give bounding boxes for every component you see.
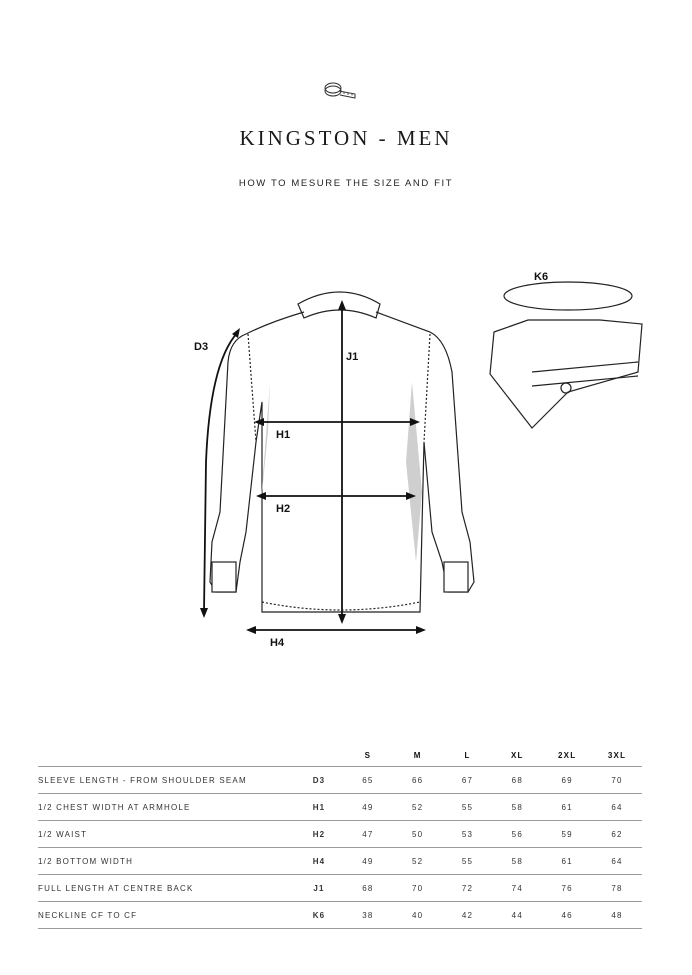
measure-value: 62 — [592, 821, 642, 848]
measure-value: 61 — [542, 848, 592, 875]
measure-value: 38 — [343, 902, 393, 929]
size-header-row — [38, 744, 642, 767]
page-subtitle: HOW TO MESURE THE SIZE AND FIT — [238, 178, 454, 189]
measure-value: 53 — [443, 821, 493, 848]
measure-value: 49 — [343, 794, 393, 821]
measure-value: 55 — [443, 794, 493, 821]
size-header: XL — [511, 750, 524, 760]
table-row — [38, 794, 642, 821]
table-row — [38, 848, 642, 875]
measuring-tape-icon — [321, 80, 361, 100]
measure-label: NECKLINE CF TO CF — [38, 902, 295, 929]
measure-value: 76 — [542, 875, 592, 902]
measure-value: 74 — [492, 875, 542, 902]
measure-value: 56 — [492, 821, 542, 848]
table-row — [38, 821, 642, 848]
measure-value: 58 — [492, 794, 542, 821]
label-h4: H4 — [270, 637, 285, 649]
measure-label: SLEEVE LENGTH - FROM SHOULDER SEAM — [38, 767, 295, 794]
measure-code: D3 — [295, 767, 343, 794]
size-header: S — [364, 750, 372, 760]
label-k6: K6 — [534, 271, 549, 283]
table-row — [38, 767, 642, 794]
measure-value: 68 — [343, 875, 393, 902]
measure-label: FULL LENGTH AT CENTRE BACK — [38, 875, 295, 902]
measure-value: 40 — [393, 902, 443, 929]
size-table — [38, 744, 642, 929]
measure-code: H2 — [295, 821, 343, 848]
header-code-blank — [295, 744, 343, 767]
table-row — [38, 875, 642, 902]
page-title: KINGSTON - MEN — [239, 126, 453, 150]
measure-code: K6 — [295, 902, 343, 929]
measure-value: 48 — [592, 902, 642, 929]
label-h2: H2 — [276, 503, 291, 515]
measure-label: 1/2 WAIST — [38, 821, 295, 848]
measure-value: 68 — [492, 767, 542, 794]
size-header: 2XL — [558, 750, 577, 760]
measure-label: 1/2 CHEST WIDTH AT ARMHOLE — [38, 794, 295, 821]
measure-code: H1 — [295, 794, 343, 821]
measure-value: 66 — [393, 767, 443, 794]
shirt-measurement-illustration — [180, 262, 660, 652]
measure-value: 55 — [443, 848, 493, 875]
measure-value: 65 — [343, 767, 393, 794]
measure-code: J1 — [295, 875, 343, 902]
measure-value: 64 — [592, 848, 642, 875]
label-j1: J1 — [346, 351, 359, 363]
measure-value: 70 — [592, 767, 642, 794]
size-header: M — [413, 750, 422, 760]
measure-value: 44 — [492, 902, 542, 929]
measure-value: 64 — [592, 794, 642, 821]
header-blank — [38, 744, 295, 767]
measure-value: 58 — [492, 848, 542, 875]
measure-value: 67 — [443, 767, 493, 794]
table-row — [38, 902, 642, 929]
measure-value: 46 — [542, 902, 592, 929]
measure-value: 61 — [542, 794, 592, 821]
label-d3: D3 — [194, 341, 209, 353]
measure-value: 42 — [443, 902, 493, 929]
measure-value: 52 — [393, 794, 443, 821]
measure-label: 1/2 BOTTOM WIDTH — [38, 848, 295, 875]
label-h1: H1 — [276, 429, 291, 441]
measure-value: 78 — [592, 875, 642, 902]
measure-value: 69 — [542, 767, 592, 794]
measure-value: 49 — [343, 848, 393, 875]
size-header: 3XL — [607, 750, 627, 760]
measure-value: 47 — [343, 821, 393, 848]
measure-value: 70 — [393, 875, 443, 902]
measure-value: 50 — [393, 821, 443, 848]
measure-code: H4 — [295, 848, 343, 875]
measure-value: 52 — [393, 848, 443, 875]
measure-value: 59 — [542, 821, 592, 848]
measure-value: 72 — [443, 875, 493, 902]
collar-drawing — [490, 282, 642, 428]
size-header: L — [464, 750, 471, 760]
